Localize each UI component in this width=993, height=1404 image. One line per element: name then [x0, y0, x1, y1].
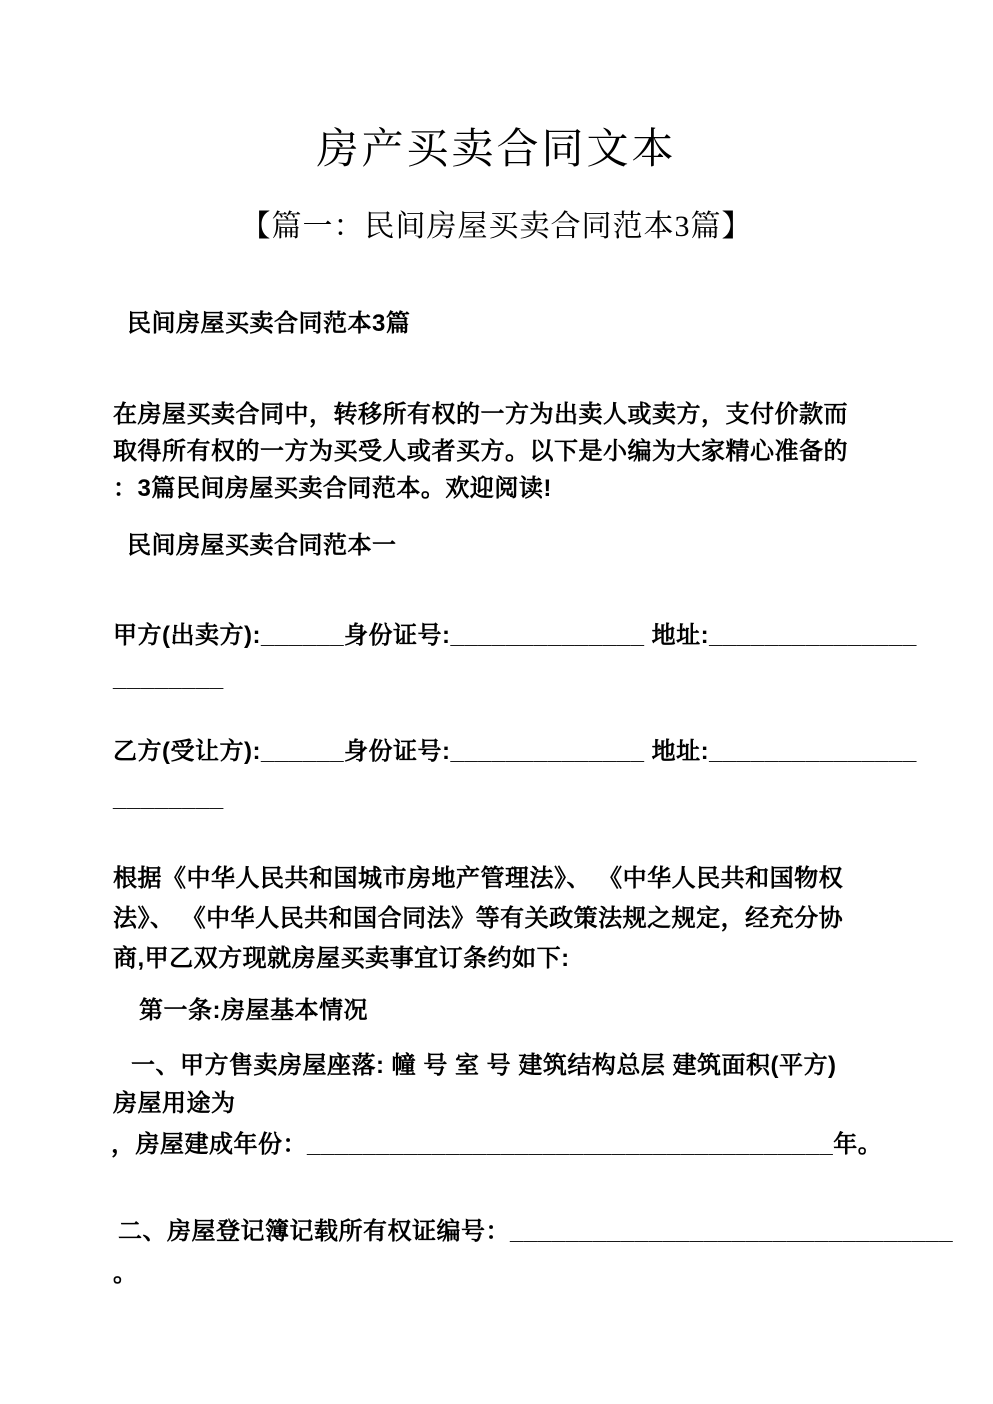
party-b-blank-continuation: ________: [113, 785, 224, 812]
party-b-info-line: 乙方(受让方):______身份证号:______________ 地址:_______________: [113, 738, 917, 765]
legal-basis-paragraph-line: 根据《中华人民共和国城市房地产管理法》、 《中华人民共和国物权: [113, 865, 844, 892]
ownership-cert-number-line: 二、房屋登记簿记载所有权证编号：________________________________: [118, 1218, 954, 1245]
party-a-info-line: 甲方(出卖方):______身份证号:______________ 地址:_______________: [113, 622, 917, 649]
document-title: 房产买卖合同文本: [316, 127, 677, 173]
heading-sample-one: 民间房屋买卖合同范本一: [127, 532, 397, 559]
intro-paragraph-line: 取得所有权的一方为买受人或者买方。以下是小编为大家精心准备的: [113, 438, 848, 465]
legal-basis-paragraph-line: 法》、 《中华人民共和国合同法》等有关政策法规之规定，经充分协: [113, 905, 844, 932]
house-usage-clause-line: 房屋用途为: [113, 1090, 236, 1117]
house-location-clause-line: 一、甲方售卖房屋座落: 幢 号 室 号 建筑结构总层 建筑面积(平方): [131, 1052, 837, 1079]
intro-paragraph-line: ：3篇民间房屋买卖合同范本。欢迎阅读!: [113, 475, 552, 502]
intro-paragraph-line: 在房屋买卖合同中，转移所有权的一方为出卖人或卖方，支付价款而: [113, 401, 848, 428]
party-a-blank-continuation: ________: [113, 665, 224, 692]
legal-basis-paragraph-line: 商,甲乙双方现就房屋买卖事宜订条约如下:: [113, 945, 570, 972]
article-one-heading: 第一条:房屋基本情况: [139, 997, 368, 1024]
trailing-period-line: 。: [113, 1260, 138, 1287]
section-subtitle: 【篇一：民间房屋买卖合同范本3篇】: [240, 210, 753, 243]
heading-sample-collection: 民间房屋买卖合同范本3篇: [127, 310, 411, 337]
build-year-blank-line: ，房屋建成年份：______________________________________年。: [111, 1131, 883, 1158]
